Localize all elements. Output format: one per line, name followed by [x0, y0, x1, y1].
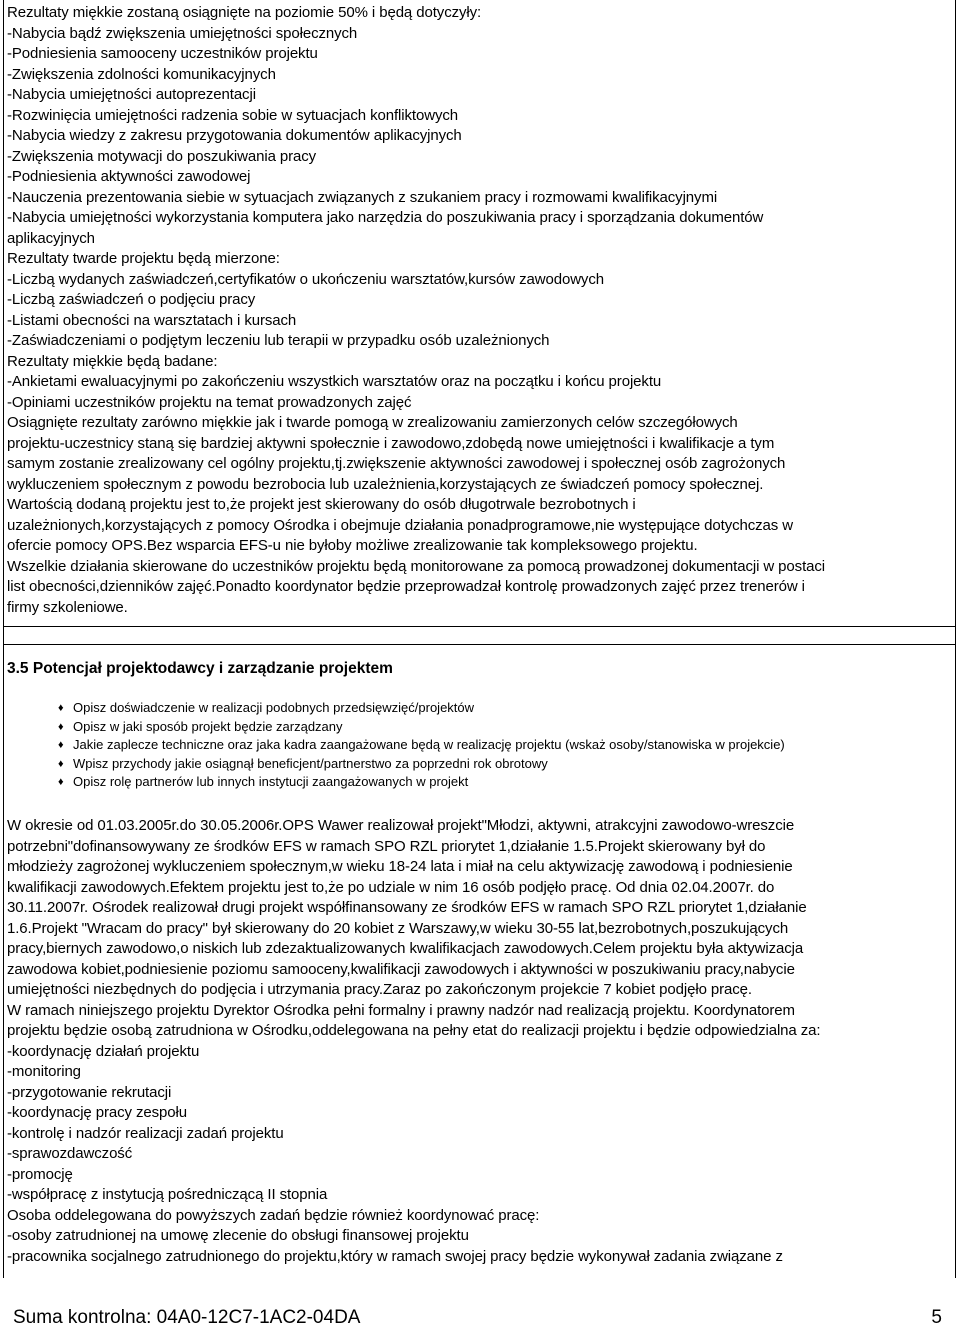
text-line: Osoba oddelegowana do powyższych zadań będzie również koordynować pracę: [7, 1206, 540, 1224]
section-heading: 3.5 Potencjał projektodawcy i zarządzanie projektem [7, 660, 393, 677]
guidance-bullet [58, 773, 785, 792]
guidance-bullet [58, 755, 785, 774]
bullet-text: Wpisz przychody jakie osiągnął beneficjent/partnerstwo za poprzedni rok obrotowy [73, 755, 548, 771]
guidance-bullet [58, 736, 785, 755]
text-line: -Nabycia bądź zwiększenia umiejętności społecznych [7, 24, 358, 42]
text-line: potrzebni"dofinansowywany ze środków EFS w ramach SPO RZL priorytet 1,działanie 1.5.Projekt skierowany był do [7, 837, 766, 855]
diamond-bullet-icon: ♦ [58, 757, 64, 770]
text-line: -Opiniami uczestników projektu na temat prowadzonych zajęć [7, 393, 412, 411]
guidance-bullet [58, 718, 785, 737]
text-line: -Zaświadczeniami o podjętym leczeniu lub terapii w przypadku osób uzależnionych [7, 332, 550, 349]
text-line: Wartością dodaną projektu jest to,że projekt jest skierowany do osób długotrwale bezrobotnych i [7, 496, 636, 513]
guidance-bullet-list [58, 699, 785, 792]
text-line: Rezultaty twarde projektu będą mierzone: [7, 250, 280, 267]
text-line: projektu-uczestnicy staną się bardziej aktywni społecznie i zawodowo,zdobędą nowe umiejętności i kwalifikacje a tym [7, 434, 775, 452]
text-line: firmy szkoleniowe. [7, 598, 128, 616]
text-line: ofercie pomocy OPS.Bez wsparcia EFS-u nie byłoby możliwe zrealizowanie tak kompleksowego projektu. [7, 537, 698, 554]
text-line: samym zostanie zrealizowany cel ogólny projektu,tj.zwiększenie aktywności zawodowej i społecznej osób zagrożonych [7, 455, 786, 472]
text-line: Osiągnięte rezultaty zarówno miękkie jak i twarde pomogą w zrealizowaniu zamierzonych celów szczegółowych [7, 414, 738, 431]
text-line: umiejętności niezbędnych do podjęcia i utrzymania pracy.Zaraz po zakończonym projekcie 7 kobiet podjęło pracę. [7, 981, 752, 998]
bullet-text: Opisz rolę partnerów lub innych instytucji zaangażowanych w projekt [73, 774, 469, 789]
text-line: -Nabycia umiejętności autoprezentacji [7, 86, 256, 103]
diamond-bullet-icon: ♦ [58, 739, 64, 751]
text-line: wykluczeniem społecznym z powodu bezrobocia lub uzależnienia,korzystających ze świadczeń pomocy społecznej. [7, 475, 764, 493]
text-line: aplikacyjnych [7, 229, 95, 247]
text-line: pracy,biernych zawodowo,o niskich lub zdezaktualizowanych kwalifikacjach zawodowych.Celem projektu była aktywizacja [7, 940, 804, 957]
diamond-bullet-icon: ♦ [58, 702, 64, 714]
text-line: -koordynację działań projektu [7, 1042, 200, 1060]
text-line: -Ankietami ewaluacyjnymi po zakończeniu wszystkich warsztatów oraz na początku i końcu projektu [7, 373, 662, 390]
text-line: -kontrolę i nadzór realizacji zadań projektu [7, 1124, 284, 1142]
text-line: -monitoring [7, 1063, 81, 1080]
text-line: uzależnionych,korzystających z pomocy Ośrodka i obejmuje działania ponadprogramowe,nie występujące dotychczas w [7, 516, 793, 534]
text-line: projektu będzie osobą zatrudniona w Ośrodku,oddelegowana na pełny etat do realizacji projektu i będzie odpowiedzialna za: [7, 1022, 821, 1039]
potential-text [7, 816, 952, 1267]
text-line: -Liczbą wydanych zaświadczeń,certyfikatów o ukończeniu warsztatów,kursów zawodowych [7, 270, 604, 288]
text-line: -sprawozdawczość [7, 1145, 133, 1162]
results-text [7, 3, 952, 618]
text-line: -współpracę z instytucją pośredniczącą II stopnia [7, 1186, 328, 1203]
page-number: 5 [931, 1307, 942, 1328]
text-line: zawodowa kobiet,podniesienie poziomu samooceny,kwalifikacji zawodowych i aktywności w poszukiwaniu pracy,nabycie [7, 960, 795, 978]
text-line: -Listami obecności na warsztatach i kursach [7, 311, 297, 329]
text-line: Wszelkie działania skierowane do uczestników projektu będą monitorowane za pomocą prowadzonej dokumentacji w postaci [7, 557, 826, 575]
text-line: -Zwiększenia zdolności komunikacyjnych [7, 65, 276, 83]
text-line: -promocję [7, 1165, 73, 1183]
text-line: W ramach niniejszego projektu Dyrektor Ośrodka pełni formalny i prawny nadzór nad realizacją projektu. Koordynatorem [7, 1001, 795, 1019]
text-line: Rezultaty miękkie będą badane: [7, 352, 218, 370]
empty-separator-row [3, 627, 956, 645]
text-line: -Zwiększenia motywacji do poszukiwania pracy [7, 147, 317, 165]
diamond-bullet-icon: ♦ [58, 720, 64, 733]
bullet-text: Opisz w jaki sposób projekt będzie zarządzany [73, 718, 343, 734]
text-line: młodzieży zagrożonej wykluczeniem społecznym,w wieku 18-24 lata i miał na celu aktywizację zawodową i podniesienie [7, 858, 793, 875]
text-line: Rezultaty miękkie zostaną osiągnięte na poziomie 50% i będą dotyczyły: [7, 4, 482, 21]
text-line: -Liczbą zaświadczeń o podjęciu pracy [7, 291, 256, 308]
text-line: 1.6.Projekt "Wracam do pracy" był skierowany do 20 kobiet z Warszawy,w wieku 30-55 lat,bezrobotnych,poszukujących [7, 919, 789, 937]
text-line: list obecności,dzienników zajęć.Ponadto koordynator będzie przeprowadzał kontrolę prowadzonych zajęć przez trenerów i [7, 578, 805, 595]
text-line: -Nabycia wiedzy z zakresu przygotowania dokumentów aplikacyjnych [7, 127, 462, 144]
text-line: -Nauczenia prezentowania siebie w sytuacjach związanych z szukaniem pracy i rozmowami kwalifikacyjnymi [7, 188, 718, 206]
text-line: -przygotowanie rekrutacji [7, 1083, 172, 1101]
bullet-text: Jakie zaplecze techniczne oraz jaka kadra zaangażowane będą w realizację projektu (wskaż osoby/stanowiska w projekcie) [73, 737, 785, 752]
guidance-bullet [58, 699, 785, 718]
bullet-text: Opisz doświadczenie w realizacji podobnych przedsięwzięć/projektów [73, 700, 475, 715]
text-line: W okresie od 01.03.2005r.do 30.05.2006r.OPS Wawer realizował projekt"Młodzi, aktywni, atrakcyjni zawodowo-wreszcie [7, 817, 795, 834]
text-line: -Podniesienia samooceny uczestników projektu [7, 45, 318, 62]
text-line: kwalifikacji zawodowych.Efektem projektu jest to,że po udziale w nim 16 osób podjęło pracę. Od dnia 02.04.2007r. do [7, 878, 775, 896]
text-line: -Rozwinięcia umiejętności radzenia sobie w sytuacjach konfliktowych [7, 106, 459, 124]
text-line: -osoby zatrudnionej na umowę zlecenie do obsługi finansowej projektu [7, 1227, 469, 1244]
text-line: 30.11.2007r. Ośrodek realizował drugi projekt współfinansowany ze środków EFS w ramach SPO RZL priorytet 1,działanie [7, 899, 807, 916]
text-line: -Nabycia umiejętności wykorzystania komputera jako narzędzia do poszukiwania pracy i sporządzania dokumentów [7, 209, 764, 226]
text-line: -pracownika socjalnego zatrudnionego do projektu,który w ramach swojej pracy będzie wykonywał zadania związane z [7, 1247, 783, 1265]
footer-checksum: Suma kontrolna: 04A0-12C7-1AC2-04DA [13, 1307, 361, 1328]
diamond-bullet-icon: ♦ [58, 776, 64, 788]
text-line: -Podniesienia aktywności zawodowej [7, 168, 251, 185]
text-line: -koordynację pracy zespołu [7, 1104, 187, 1121]
